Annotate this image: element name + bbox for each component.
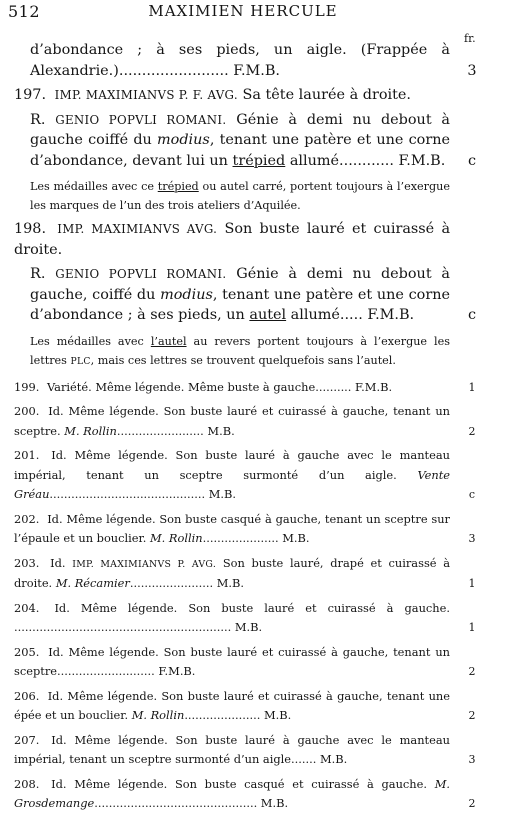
entry-description: ........................ M.B. bbox=[116, 423, 235, 438]
entry-text bbox=[14, 554, 450, 594]
note-text-part: ou autel carré, portent toujours à l’exergue les marques de l’un des trois ateliers d’Aquilée. bbox=[30, 180, 450, 212]
catalogue-entry bbox=[14, 264, 494, 326]
catalogue-page bbox=[14, 40, 494, 814]
entry-value: 3 bbox=[468, 532, 476, 545]
entry-value: 1 bbox=[468, 380, 476, 394]
page-number: 512 bbox=[8, 2, 41, 21]
note-text-part: , mais ces lettres se trouvent quelquefois sans l’autel. bbox=[90, 353, 396, 367]
entry-description: ............................................. M.B. bbox=[94, 796, 289, 810]
entry-value: 1 bbox=[468, 577, 476, 590]
note-text bbox=[14, 332, 450, 371]
coin-legend: IMP. MAXIMIANVS P. AVG. bbox=[72, 558, 217, 570]
entry-number: 199. bbox=[14, 379, 40, 394]
entry-text bbox=[14, 775, 450, 814]
reverse-description: allumé............ F.M.B. bbox=[285, 152, 446, 169]
entry-number: 200. bbox=[14, 404, 40, 418]
note-text-part: Les médailles avec ce bbox=[30, 180, 154, 193]
entry-description: Son buste lauré, drapé et cuirassé à droite. bbox=[14, 555, 451, 590]
entry-description: ........................................... M.B. bbox=[49, 487, 237, 501]
entry-text bbox=[14, 378, 450, 398]
catalogue-entry bbox=[14, 643, 494, 682]
entry-text bbox=[14, 446, 450, 505]
entry-description: Id. Même légende. Son buste casqué à gauche, tenant un sceptre sur l’épaule et un bouclier. bbox=[14, 511, 450, 545]
entry-text bbox=[14, 85, 450, 106]
entry-description: Id. Même légende. Son buste lauré et cuirassé à gauche, tenant un sceptre........................... F.M.B. bbox=[14, 644, 450, 678]
italic-term: modius bbox=[157, 132, 210, 148]
catalogue-entry bbox=[14, 85, 494, 106]
entry-value: 1 bbox=[468, 621, 476, 634]
collection-name: M. Rollin bbox=[131, 708, 185, 722]
entry-description: ..................... M.B. bbox=[184, 708, 292, 722]
catalogue-entry bbox=[14, 687, 494, 726]
entry-number: 197. bbox=[14, 87, 47, 103]
catalogue-entry bbox=[14, 554, 494, 594]
coin-legend: IMP. MAXIMIANVS AVG. bbox=[57, 222, 218, 236]
entry-description: Id. Même légende. Son buste lauré à gauche avec le manteau impérial, tenant un sceptre surmonté d’un aigle....... M.B. bbox=[14, 732, 450, 766]
collection-name: M. Récamier bbox=[55, 576, 130, 590]
entry-value: 3 bbox=[468, 753, 476, 766]
collection-name: M. Grosdemange bbox=[14, 776, 451, 810]
collection-name: M. Rollin bbox=[64, 423, 117, 438]
catalogue-entry bbox=[14, 510, 494, 549]
obverse-description: Son buste lauré et cuirassé à droite. bbox=[14, 221, 451, 258]
entry-description: Id. Même légende. Son buste lauré et cuirassé à gauche. ............................................................ M.B. bbox=[14, 600, 451, 634]
entry-description: Id. bbox=[50, 555, 66, 570]
entry-number: 204. bbox=[14, 600, 40, 615]
coin-legend: GENIO POPVLI ROMANI. bbox=[55, 112, 227, 127]
running-title: MAXIMIEN HERCULE bbox=[148, 2, 338, 20]
entry-value: 2 bbox=[468, 424, 476, 438]
entry-description: Id. Même légende. Son buste lauré et cuirassé à gauche, tenant une épée et un bouclier. bbox=[14, 688, 450, 722]
entry-text bbox=[14, 731, 450, 770]
entry-text bbox=[14, 599, 450, 638]
catalogue-entry bbox=[14, 731, 494, 770]
entry-value: c bbox=[468, 488, 476, 501]
entry-text bbox=[14, 264, 450, 326]
entry-description: Id. Même légende. Son buste casqué et cuirassé à gauche. bbox=[51, 776, 428, 791]
value-column-label: fr. bbox=[464, 32, 476, 45]
reverse-mark: R. bbox=[30, 111, 46, 128]
reverse-description: Génie à demi nu debout à gauche, coiffé du bbox=[30, 266, 451, 303]
entry-description: ..................... M.B. bbox=[202, 531, 310, 545]
entry-number: 198. bbox=[14, 221, 47, 237]
coin-legend: IMP. MAXIMIANVS P. F. AVG. bbox=[54, 88, 238, 102]
catalogue-entry bbox=[14, 402, 494, 441]
obverse-description: Sa tête laurée à droite. bbox=[242, 87, 411, 103]
italic-term: modius bbox=[160, 286, 213, 303]
entry-text bbox=[14, 110, 450, 172]
reverse-description: , tenant une patère et une corne d’abondance ; à ses pieds, un bbox=[30, 286, 450, 323]
catalogue-entry bbox=[14, 599, 494, 638]
entry-text: d’abondance ; à ses pieds, un aigle. (Frappée à Alexandrie.)........................ F.M.B. bbox=[30, 42, 450, 79]
entry-value: 3 bbox=[467, 62, 477, 79]
coin-legend: GENIO POPVLI ROMANI. bbox=[55, 267, 227, 281]
catalogue-entry bbox=[14, 446, 494, 505]
catalogue-entry bbox=[14, 40, 494, 81]
note-text-part: Les médailles avec bbox=[30, 334, 144, 348]
catalogue-entry bbox=[14, 110, 494, 172]
catalogue-entry bbox=[14, 378, 494, 398]
note-text bbox=[14, 177, 450, 215]
entry-number: 207. bbox=[14, 732, 40, 747]
entry-text bbox=[14, 510, 450, 549]
collection-name: Vente Gréau bbox=[14, 467, 451, 501]
catalogue-entry bbox=[14, 775, 494, 814]
entry-number: 208. bbox=[14, 776, 40, 791]
entry-value: c bbox=[467, 152, 477, 169]
catalogue-note bbox=[14, 332, 494, 371]
entry-value: c bbox=[467, 307, 477, 323]
entry-text bbox=[14, 219, 450, 260]
reverse-description: , tenant une patère et une corne d’abondance, devant lui un bbox=[30, 132, 450, 169]
entry-description: ....................... M.B. bbox=[129, 576, 245, 590]
underlined-term: l’autel bbox=[150, 334, 187, 348]
page-header bbox=[8, 2, 478, 24]
entry-value: 2 bbox=[468, 665, 476, 678]
entry-description: Id. Même légende. Son buste lauré à gauche avec le manteau impérial, tenant un sceptre surmonté d’un aigle. bbox=[14, 448, 450, 482]
catalogue-entry bbox=[14, 219, 494, 260]
reverse-description: allumé..... F.M.B. bbox=[286, 307, 415, 323]
entry-text bbox=[14, 643, 450, 682]
entry-text bbox=[14, 402, 450, 441]
entry-value: 2 bbox=[468, 797, 476, 810]
entry-number: 206. bbox=[14, 688, 40, 703]
reverse-description: Génie à demi nu debout à gauche coiffé du bbox=[30, 111, 451, 148]
underlined-term: autel bbox=[249, 307, 287, 323]
entry-number: 205. bbox=[14, 644, 40, 659]
catalogue-note bbox=[14, 177, 494, 215]
entry-description: Variété. Même légende. Même buste à gauche.......... F.M.B. bbox=[47, 379, 393, 394]
note-text-part: au revers portent toujours à l’exergue les lettres bbox=[30, 334, 450, 367]
entry-value: 2 bbox=[468, 709, 476, 722]
reverse-mark: R. bbox=[30, 266, 46, 282]
entry-number: 202. bbox=[14, 511, 40, 526]
entry-text bbox=[14, 687, 450, 726]
mint-letters: PLC bbox=[70, 355, 91, 367]
entry-number: 201. bbox=[14, 448, 40, 462]
collection-name: M. Rollin bbox=[150, 531, 203, 545]
underlined-term: trépied bbox=[232, 152, 286, 169]
underlined-term: trépied bbox=[157, 180, 199, 193]
entry-number: 203. bbox=[14, 555, 40, 570]
entry-description: Id. Même légende. Son buste lauré et cuirassé à gauche, tenant un sceptre. bbox=[14, 404, 450, 438]
